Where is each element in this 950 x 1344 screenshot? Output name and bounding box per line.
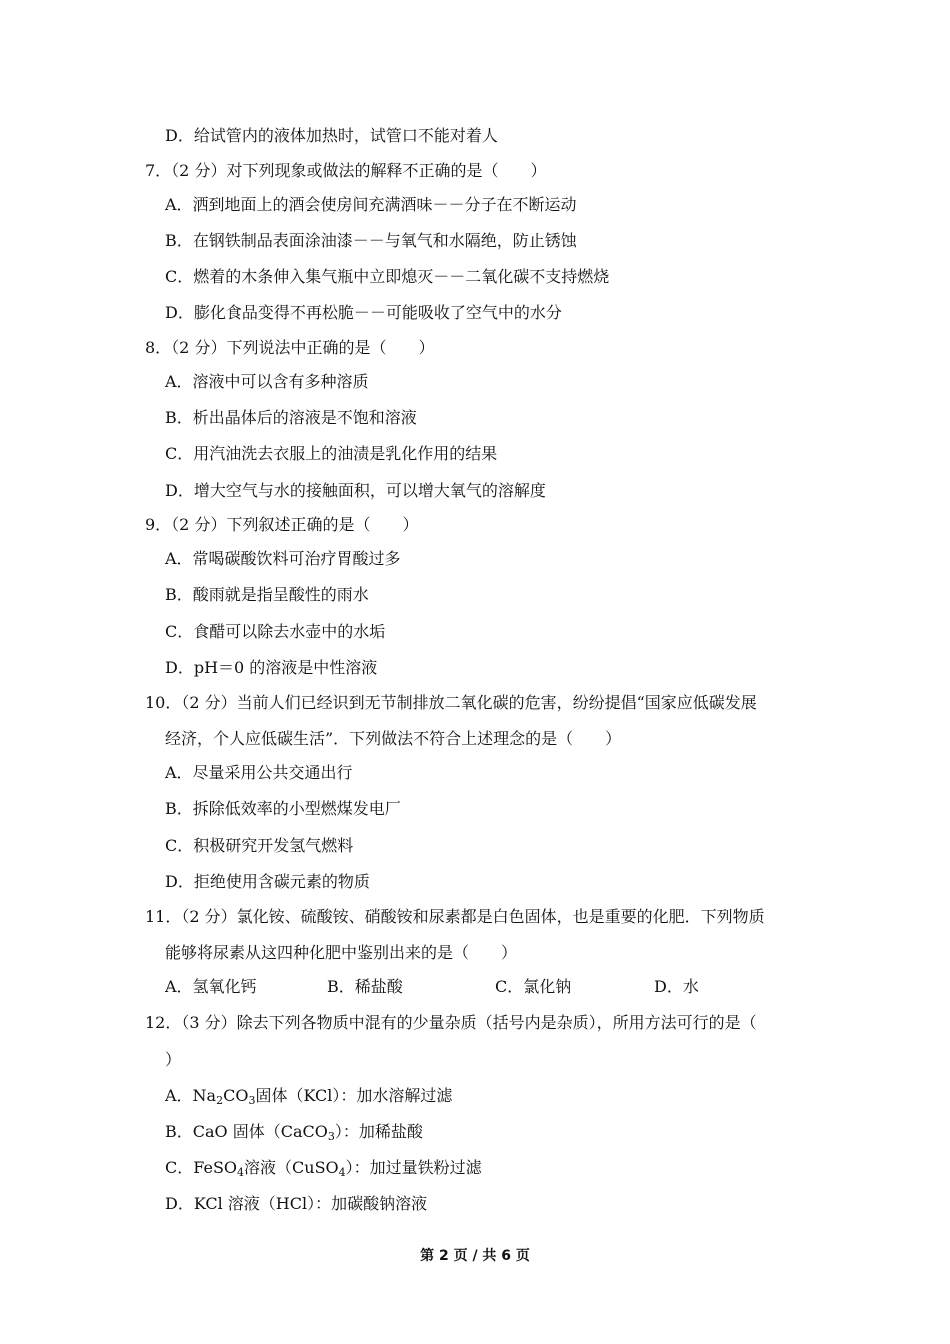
q7-stem: 7．（2 分）对下列现象或做法的解释不正确的是（ ）	[145, 161, 547, 180]
q11-option-d: D．水	[654, 977, 699, 996]
q9-option-a: A．常喝碳酸饮料可治疗胃酸过多	[165, 549, 401, 568]
q11-stem-line1: 11．（2 分）氯化铵、硫酸铵、硝酸铵和尿素都是白色固体，也是重要的化肥．下列物质	[145, 907, 765, 926]
q9-option-d: D．pH＝0 的溶液是中性溶液	[165, 658, 378, 677]
q11-options-row	[165, 977, 805, 997]
q7-option-b: B．在钢铁制品表面涂油漆－－与氧气和水隔绝，防止锈蚀	[165, 231, 577, 250]
q6-option-d: D．给试管内的液体加热时，试管口不能对着人	[165, 126, 498, 145]
q9-stem: 9．（2 分）下列叙述正确的是（ ）	[145, 515, 419, 534]
q10-option-c: C．积极研究开发氢气燃料	[165, 836, 354, 855]
q12-option-a: A．$Na_2CO_3$固体（KCl）：加水溶解过滤	[165, 1086, 453, 1107]
q8-option-c: C．用汽油洗去衣服上的油渍是乳化作用的结果	[165, 444, 498, 463]
q12-stem-line2: ）	[165, 1050, 182, 1069]
q8-option-b: B．析出晶体后的溶液是不饱和溶液	[165, 408, 417, 427]
q10-stem-line1: 10．（2 分）当前人们已经识到无节制排放二氧化碳的危害，纷纷提倡“国家应低碳发展	[145, 693, 757, 712]
q7-option-c: C．燃着的木条伸入集气瓶中立即熄灭－－二氧化碳不支持燃烧	[165, 267, 610, 286]
q8-stem: 8．（2 分）下列说法中正确的是（ ）	[145, 338, 435, 357]
q11-option-c: C．氯化钠	[495, 977, 572, 996]
q10-option-d: D．拒绝使用含碳元素的物质	[165, 872, 370, 891]
q12-option-d: D．KCl 溶液（HCl）：加碳酸钠溶液	[165, 1194, 428, 1213]
q9-option-c: C．食醋可以除去水壶中的水垢	[165, 622, 386, 641]
q8-option-a: A．溶液中可以含有多种溶质	[165, 372, 369, 391]
page-number-footer: 第 2 页 / 共 6 页	[420, 1248, 530, 1264]
q8-option-d: D．增大空气与水的接触面积，可以增大氧气的溶解度	[165, 481, 546, 500]
q10-option-b: B．拆除低效率的小型燃煤发电厂	[165, 799, 401, 818]
q12-stem-line1: 12．（3 分）除去下列各物质中混有的少量杂质（括号内是杂质），所用方法可行的是（	[145, 1013, 757, 1032]
q11-option-a: A．氢氧化钙	[165, 977, 257, 996]
q12-option-b: B．CaO 固体（CaCO$_3$）：加稀盐酸	[165, 1122, 423, 1143]
q9-option-b: B．酸雨就是指呈酸性的雨水	[165, 585, 369, 604]
q10-option-a: A．尽量采用公共交通出行	[165, 763, 353, 782]
q10-stem-line2: 经济，个人应低碳生活”．下列做法不符合上述理念的是（ ）	[165, 729, 622, 748]
q7-option-a: A．洒到地面上的酒会使房间充满酒味－－分子在不断运动	[165, 195, 577, 214]
q12-option-c: C．FeSO$_4$溶液（CuSO$_4$）：加过量铁粉过滤	[165, 1158, 482, 1179]
q11-option-b: B．稀盐酸	[327, 977, 403, 996]
q11-stem-line2: 能够将尿素从这四种化肥中鉴别出来的是（ ）	[165, 943, 518, 962]
q7-option-d: D．膨化食品变得不再松脆－－可能吸收了空气中的水分	[165, 303, 562, 322]
